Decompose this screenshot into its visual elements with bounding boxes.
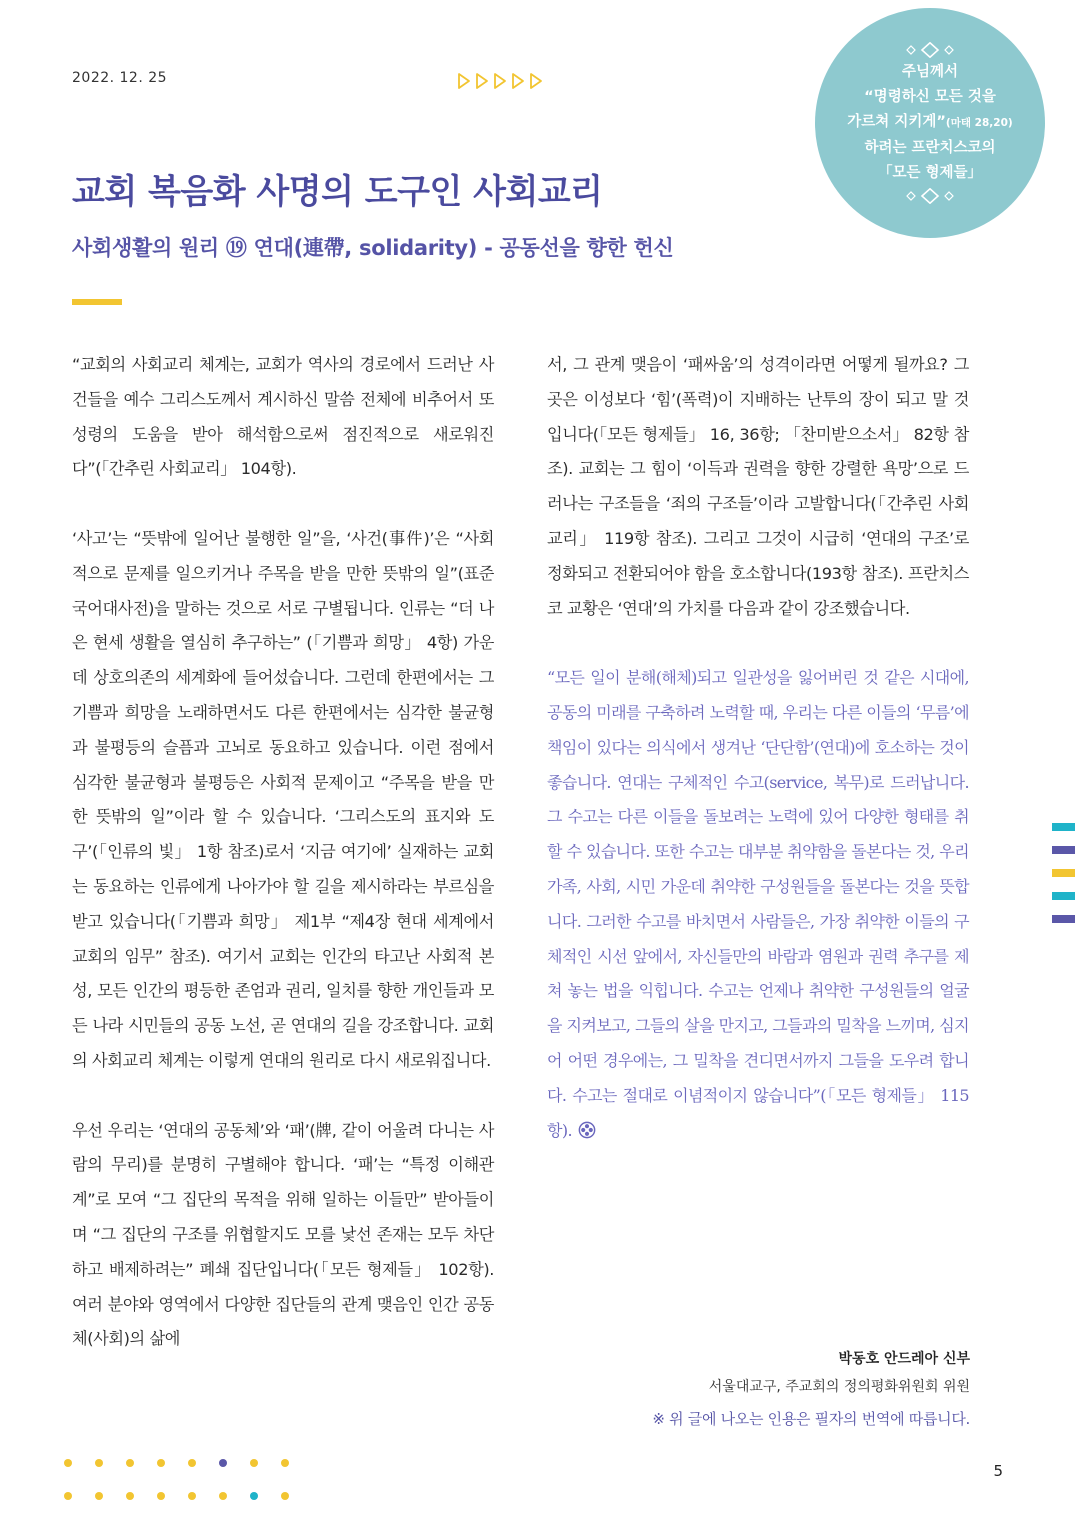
quote-text: “모든 일이 분해(해체)되고 일관성을 잃어버린 것 같은 시대에, 공동의 미래를 구축하려 노력할 때, 우리는 다른 이들의 ‘무름’에 책임이 있다는 의식에서 생겨난 ‘단단함’(연대)에 호소하는 것이 좋습니다. 연대는 구체적인 수고(service, 복무)로 드러납니다. 그 수고는 다른 이들을 돌보려는 노력에 있어 다양한 형태를 취할 수 있습니다. 또한 수고는 대부분 취약함을 돌본다는 것, 우리 가족, 사회, 시민 가운데 취약한 구성원들을 돌본다는 것을 뜻합니다. 그러한 수고를 바치면서 사람들은, 가장 취약한 이들의 구체적인 시선 앞에서, 자신들만의 바람과 염원과 권력 추구를 제쳐 놓는 법을 익힙니다. 수고는 언제나 취약한 구성원들의 얼굴을 지켜보고, 그들의 살을 만지고, 그들과의 밀착을 느끼며, 심지어 어떤 경우에는, 그 밀착을 견디면서까지 그들을 도우려 합니다. 수고는 절대로 이념적이지 않습니다”(「모든 형제들」 115항).: [547, 668, 969, 1140]
decor-dot: [157, 1459, 165, 1467]
side-color-mark: [1052, 869, 1075, 877]
side-color-mark: [1052, 846, 1075, 854]
badge-line-3-citation: (마태 28,20): [945, 117, 1013, 129]
theme-badge: [815, 8, 1045, 238]
side-color-marks: [1052, 823, 1075, 938]
diamond-ornament-icon: [905, 42, 955, 58]
author-block: [709, 1345, 970, 1401]
dot-row-1: [64, 1459, 289, 1467]
decor-dot: [281, 1492, 289, 1500]
issue-date: 2022. 12. 25: [72, 70, 168, 86]
translation-note: ※ 위 글에 나오는 인용은 필자의 번역에 따릅니다.: [652, 1410, 970, 1428]
decor-dot: [219, 1459, 227, 1467]
left-column: [72, 348, 494, 1357]
decor-dot: [250, 1459, 258, 1467]
badge-line-1: 주님께서: [901, 64, 959, 80]
flower-end-mark-icon: [578, 1121, 596, 1139]
article-subtitle: 사회생활의 원리 ⑲ 연대(連帶, solidarity) - 공동선을 향한 헌신: [72, 236, 674, 260]
side-color-mark: [1052, 915, 1075, 923]
author-role: 서울대교구, 주교회의 정의평화위원회 위원: [708, 1379, 970, 1395]
right-column: [547, 348, 969, 1148]
diamond-ornament-icon: [905, 188, 955, 204]
badge-line-4: 하려는 프란치스코의: [864, 140, 996, 156]
arrow-right-icon: [475, 72, 489, 90]
side-color-mark: [1052, 892, 1075, 900]
badge-line-3-main: 가르쳐 지키게”: [847, 114, 946, 130]
body-paragraph: 우선 우리는 ‘연대의 공동체’와 ‘패’(牌, 같이 어울려 다니는 사람의 무리)를 분명히 구별해야 합니다. ‘패’는 “특정 이해관계”로 모여 “그 집단의 목적을 위해 일하는 이들만” 받아들이며 “그 집단의 구조를 위협할지도 모를 낯선 존재는 모두 차단하고 배제하려는” 폐쇄 집단입니다(「모든 형제들」 102항). 여러 분야와 영역에서 다양한 집단들의 관계 맺음인 인간 공동체(사회)의 삶에: [72, 1120, 494, 1349]
papal-quote: [547, 661, 969, 1148]
decor-dot: [188, 1459, 196, 1467]
author-name: 박동호 안드레아 신부: [838, 1351, 970, 1367]
article-title: 교회 복음화 사명의 도구인 사회교리: [72, 172, 603, 212]
decor-dot: [250, 1492, 258, 1500]
badge-line-5: 「모든 형제들」: [877, 165, 983, 181]
body-paragraph: “교회의 사회교리 체계는, 교회가 역사의 경로에서 드러난 사건들을 예수 그리스도께서 계시하신 말씀 전체에 비추어서 또 성령의 도움을 받아 해석함으로써 점진적으로 새로워진다”(「간추린 사회교리」 104항).: [72, 355, 494, 479]
decor-dot: [281, 1459, 289, 1467]
dot-row-2: [64, 1492, 289, 1500]
body-paragraph: ‘사고’는 “뜻밖에 일어난 불행한 일”을, ‘사건(事件)’은 “사회적으로 문제를 일으키거나 주목을 받을 만한 뜻밖의 일”(표준국어대사전)을 말하는 것으로 서로 구별됩니다. 인류는 “더 나은 현세 생활을 열심히 추구하는” (「기쁨과 희망」 4항) 가운데 상호의존의 세계화에 들어섰습니다. 그런데 한편에서는 그 기쁨과 희망을 노래하면서도 다른 한편에서는 심각한 불균형과 불평등의 슬픔과 고뇌로 동요하고 있습니다. 이런 점에서 심각한 불균형과 불평등은 사회적 문제이고 “주목을 받을 만한 뜻밖의 일”이라 할 수 있습니다. ‘그리스도의 표지와 도구’(「인류의 빛」 1항 참조)로서 ‘지금 여기에’ 실재하는 교회는 동요하는 인류에게 나아가야 할 길을 제시하라는 부르심을 받고 있습니다(「기쁨과 희망」 제1부 “제4장 현대 세계에서 교회의 임무” 참조). 여기서 교회는 인간의 타고난 사회적 본성, 모든 인간의 평등한 존엄과 권리, 일치를 향한 개인들과 모든 나라 시민들의 공동 노선, 곧 연대의 길을 강조합니다. 교회의 사회교리 체계는 이렇게 연대의 원리로 다시 새로워집니다.: [72, 528, 494, 1070]
decor-dot: [126, 1492, 134, 1500]
side-color-mark: [1052, 823, 1075, 831]
decor-dot: [95, 1459, 103, 1467]
arrow-ornament: [457, 72, 543, 90]
title-accent-bar: [72, 299, 122, 305]
badge-line-3: [847, 110, 1012, 136]
arrow-right-icon: [457, 72, 471, 90]
decor-dot: [219, 1492, 227, 1500]
page-number: 5: [993, 1462, 1003, 1480]
decor-dot: [64, 1459, 72, 1467]
arrow-right-icon: [529, 72, 543, 90]
arrow-right-icon: [511, 72, 525, 90]
decor-dot: [157, 1492, 165, 1500]
decor-dot: [126, 1459, 134, 1467]
decor-dot: [95, 1492, 103, 1500]
decor-dot: [64, 1492, 72, 1500]
arrow-right-icon: [493, 72, 507, 90]
decor-dot: [188, 1492, 196, 1500]
badge-line-2: “명령하신 모든 것을: [864, 89, 996, 105]
body-paragraph: 서, 그 관계 맺음이 ‘패싸움’의 성격이라면 어떻게 될까요? 그곳은 이성보다 ‘힘’(폭력)이 지배하는 난투의 장이 되고 말 것입니다(「모든 형제들」 16, 36항; 「찬미받으소서」 82항 참조). 교회는 그 힘이 ‘이득과 권력을 향한 강렬한 욕망’으로 드러나는 구조들을 ‘죄의 구조들’이라 고발합니다(「간추린 사회교리」 119항 참조). 그리고 그것이 시급히 ‘연대의 구조’로 정화되고 전환되어야 함을 호소합니다(193항 참조). 프란치스코 교황은 ‘연대’의 가치를 다음과 같이 강조했습니다.: [547, 355, 969, 618]
